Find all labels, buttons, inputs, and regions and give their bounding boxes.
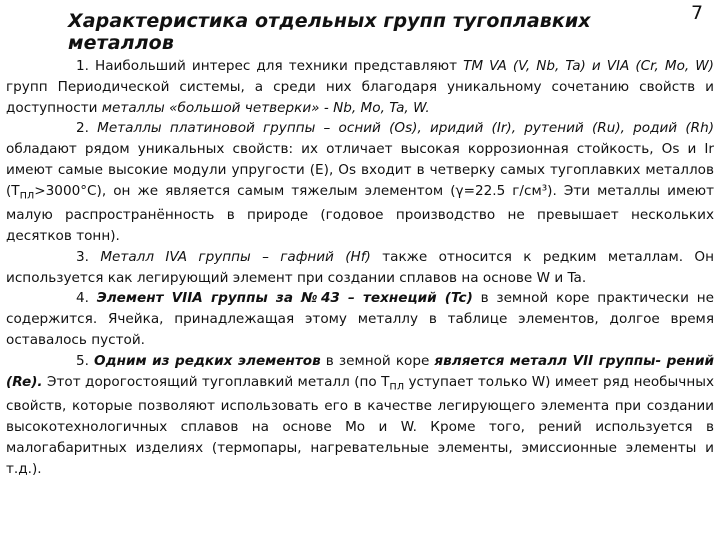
page-title: Характеристика отдельных групп тугоплавких металлов: [68, 10, 591, 54]
text-run: Металлы платиновой группы – осний (Os), иридий (Ir), рутений (Ru), родий (Rh): [97, 120, 715, 137]
text-run: Металл IVA группы – гафний (Hf): [100, 248, 371, 265]
text-run: >3000°C), он же является самым тяжелым элементом (γ=22.5 г/см³). Эти металлы имеют малую распространённость в природе (годовое производство не превышает нескольких десятков тонн).: [6, 182, 714, 245]
text-run: Одним из редких элементов: [94, 352, 321, 369]
text-run: в земной коре: [320, 352, 435, 369]
paragraph-3: [6, 247, 714, 289]
paragraph-2: [6, 118, 714, 247]
text-run: групп Периодической системы, а среди них благодаря уникальному сочетанию свойств и доступности: [6, 78, 714, 116]
text-run: в земной коре практически не содержится. Ячейка, принадлежащая этому металлу в таблице элементов, долгое время оставалось пустой.: [6, 290, 715, 349]
text-run: является металл VII группы- рений (Re).: [6, 352, 714, 390]
subscript: пл: [19, 187, 35, 202]
text-run: 5.: [76, 352, 95, 369]
paragraph-5: [6, 351, 714, 480]
text-run: Этот дорогостоящий тугоплавкий металл (по T: [42, 373, 390, 390]
slide-body: [6, 56, 714, 479]
page-number: 7: [691, 2, 704, 24]
paragraph-1: [6, 56, 714, 118]
subscript: пл: [389, 378, 405, 393]
text-run: Элемент VIIA группы за №43 – технеций (Tc): [96, 290, 473, 307]
paragraph-4: [6, 288, 714, 350]
text-run: ТМ VA (V, Nb, Ta) и VIA (Cr, Mo, W): [463, 58, 714, 74]
text-run: уступает только W) имеет ряд необычных свойств, которые позволяют использовать его в качестве легирующего элемента при создании высокотехнологичных сплавов на основе Mo и W. Кроме того, рений используется в малогабаритных изделиях (термопары, нагревательные элементы, эмиссионные элементы и т.д.).: [6, 373, 714, 477]
text-run: 3.: [76, 248, 101, 265]
text-run: металлы «большой четверки» - Nb, Mo, Ta, W.: [101, 99, 430, 116]
text-run: 2.: [76, 120, 98, 137]
text-run: также относится к редким металлам. Он используется как легирующий элемент при создании сплавов на основе W и Ta.: [6, 248, 714, 286]
text-run: 4.: [76, 290, 97, 307]
text-run: 1. Наибольший интерес для техники представляют: [76, 58, 464, 74]
text-run: обладают рядом уникальных свойств: их отличает высокая коррозионная стойкость, Os и Ir имеют самые высокие модули упругости (E), Os входит в четверку самых тугоплавких металлов (T: [6, 141, 714, 199]
